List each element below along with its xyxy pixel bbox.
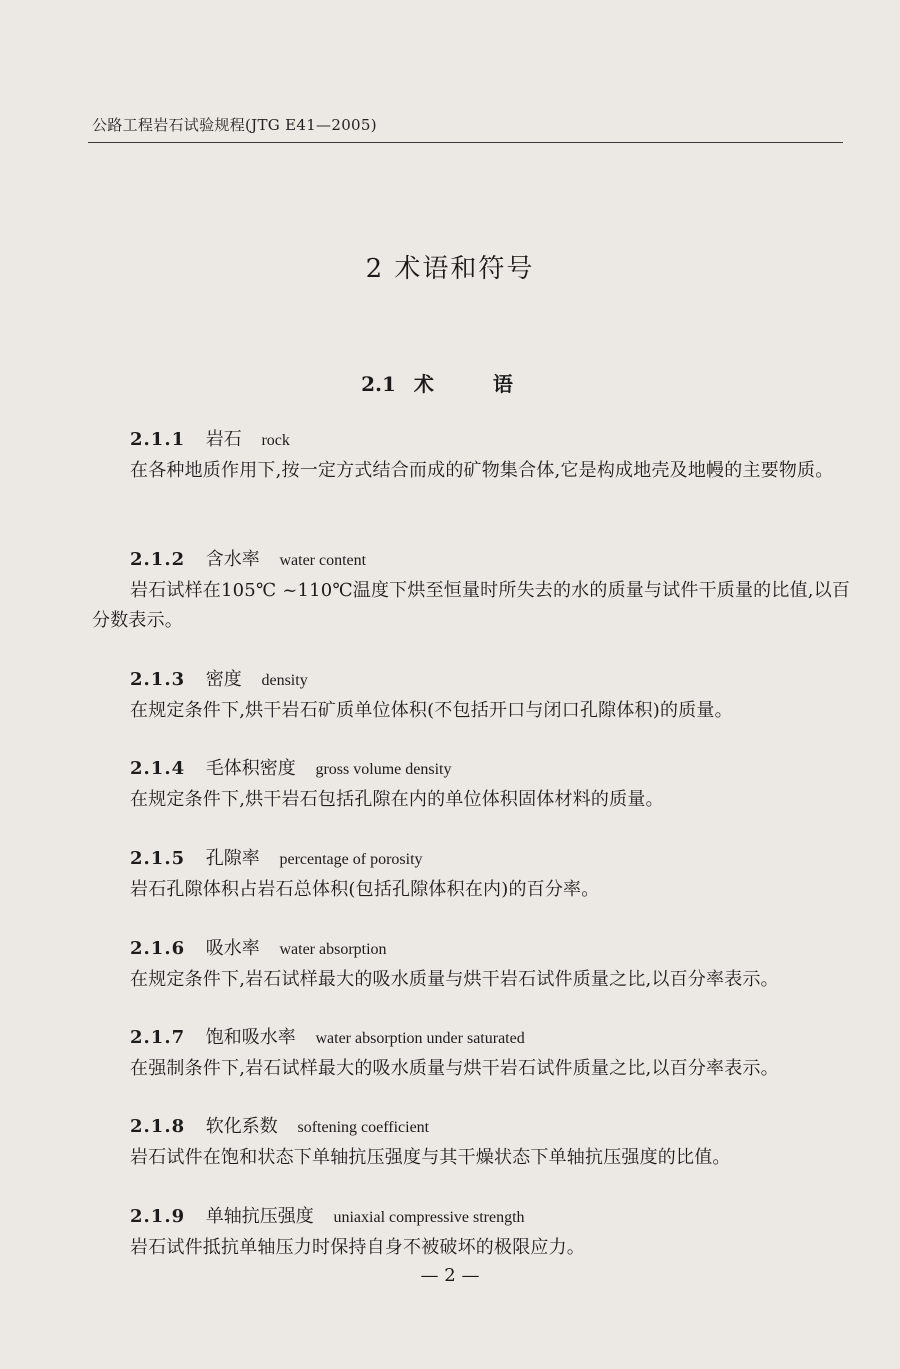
term-number: 2.1.2 (130, 549, 186, 570)
term-heading (92, 754, 852, 785)
term-entry (92, 1112, 852, 1173)
term-chinese: 毛体积密度 (205, 758, 296, 779)
term-chinese: 含水率 (205, 549, 260, 570)
term-entry (92, 545, 852, 636)
term-number: 2.1.7 (130, 1027, 186, 1048)
term-english: percentage of porosity (279, 851, 423, 868)
term-number: 2.1.8 (130, 1116, 186, 1137)
term-english: water content (279, 552, 367, 569)
term-english: rock (261, 432, 290, 449)
term-definition: 岩石试件抵抗单轴压力时保持自身不被破坏的极限应力。 (130, 1237, 585, 1258)
term-definition: 在规定条件下,烘干岩石矿质单位体积(不包括开口与闭口孔隙体积)的质量。 (130, 700, 733, 721)
term-number: 2.1.4 (130, 758, 186, 779)
term-definition: 岩石试件在饱和状态下单轴抗压强度与其干燥状态下单轴抗压强度的比值。 (130, 1147, 731, 1168)
term-chinese: 软化系数 (205, 1116, 278, 1137)
term-english: density (261, 672, 308, 689)
term-entry (92, 934, 852, 995)
term-heading (92, 545, 852, 576)
term-english: water absorption (279, 941, 387, 958)
term-english: water absorption under saturated (315, 1030, 525, 1047)
term-number: 2.1.9 (130, 1206, 186, 1227)
term-definition: 在规定条件下,烘干岩石包括孔隙在内的单位体积固体材料的质量。 (130, 789, 664, 810)
term-heading (92, 1023, 852, 1054)
term-chinese: 单轴抗压强度 (205, 1206, 314, 1227)
term-heading (92, 665, 852, 696)
header-divider (88, 142, 843, 143)
term-number: 2.1.5 (130, 848, 186, 869)
term-chinese: 密度 (205, 669, 242, 690)
term-entry (92, 425, 852, 486)
term-definition: 岩石试样在105℃ ~110℃温度下烘至恒量时所失去的水的质量与试件干质量的比值,以百分数表示。 (92, 580, 851, 631)
term-chinese: 孔隙率 (205, 848, 260, 869)
term-heading (92, 844, 852, 875)
section-title (0, 368, 900, 397)
page-number: — 2 — (420, 1265, 480, 1286)
term-heading (92, 1112, 852, 1143)
term-entry (92, 665, 852, 726)
term-number: 2.1.6 (130, 938, 186, 959)
term-number: 2.1.3 (130, 669, 186, 690)
term-chinese: 饱和吸水率 (205, 1027, 296, 1048)
term-definition: 在强制条件下,岩石试样最大的吸水质量与烘干岩石试件质量之比,以百分率表示。 (130, 1058, 779, 1079)
term-definition: 岩石孔隙体积占岩石总体积(包括孔隙体积在内)的百分率。 (130, 879, 600, 900)
term-english: gross volume density (315, 761, 452, 778)
term-chinese: 岩石 (205, 429, 242, 450)
section-number: 2.1 (361, 372, 396, 396)
chapter-title: 2 术语和符号 (365, 254, 535, 284)
term-heading (92, 934, 852, 965)
term-heading (92, 1202, 852, 1233)
term-number: 2.1.1 (130, 429, 186, 450)
term-entry (92, 754, 852, 815)
term-english: uniaxial compressive strength (333, 1209, 525, 1226)
term-chinese: 吸水率 (205, 938, 260, 959)
running-header: 公路工程岩石试验规程(JTG E41—2005) (92, 116, 377, 134)
term-entry (92, 1202, 852, 1263)
term-entry (92, 844, 852, 905)
term-definition: 在规定条件下,岩石试样最大的吸水质量与烘干岩石试件质量之比,以百分率表示。 (130, 969, 779, 990)
section-heading: 术 语 (413, 372, 539, 396)
term-english: softening coefficient (297, 1119, 430, 1136)
term-entry (92, 1023, 852, 1084)
term-heading (92, 425, 852, 456)
term-definition: 在各种地质作用下,按一定方式结合而成的矿物集合体,它是构成地壳及地幔的主要物质。 (130, 460, 834, 481)
